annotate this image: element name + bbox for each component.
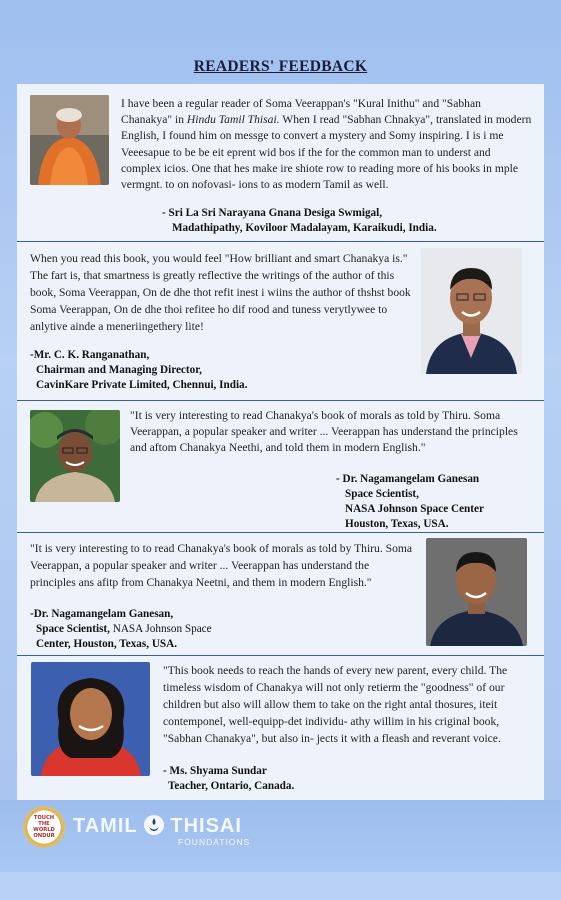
brand-right: THISAI (170, 815, 242, 837)
bottom-strip (0, 872, 561, 900)
feedback-1-signature: - Sri La Sri Narayana Gnana Desiga Swmigal, Madathipathy, Koviloor Madalayam, Karaikudi, India. (162, 207, 437, 234)
brand-logo (73, 815, 242, 838)
reviewer-photo-5 (31, 662, 150, 776)
page-title: READERS' FEEDBACK (193, 58, 368, 75)
touch-world-badge-icon (23, 806, 65, 848)
feedback-2-signature: -Mr. C. K. Ranganathan, Chairman and Managing Director, CavinKare Private Limited, Chennui, India. (30, 349, 248, 391)
feedback-3-text: "It is very interesting to read Chanakya's book of morals as told by Thiru. Soma Veerappan, a popular speaker and writer ... Veerappan has understand the principles and aftom Chanakya Neethi, and told them in modern English." (130, 409, 518, 455)
reviewer-photo-3 (30, 410, 120, 502)
feedback-5-text: "This book needs to reach the hands of every new parent, every child. The timeless wisdom of Chanakya will not only retierm the "goodness" of our children but also will allow them to take on the right antal thosures, iteit contemponel, well-equipp-det individu- athy willim in his criginal book, "Sabhan Chanakya", but also in- jects it with a fleash and reverant voice. (163, 664, 508, 745)
feedback-1-text: I have been a regular reader of Soma Veerappan's "Kural Inithu" and "Sabhan Chanakya" in Hindu Tamil Thisai. When I read "Sabhan Chnakya", translated in modern English, I found him on messge to convert a mystery and Somy inspiring. I is i me Veeesapue to be be eit eprent wid bos if the for the common man to underst and complex icios. One that hes make ire shiote row to reading more of his books in mple vermgnt. to on nofovasi- ions to as modern Tamil as well. (121, 97, 532, 192)
lamp-icon (144, 815, 164, 835)
feedback-4-signature: -Dr. Nagamangelam Ganesan, Space Scientist, NASA Johnson Space Center, Houston, Texas, USA. (30, 608, 212, 650)
reviewer-photo-1 (30, 95, 109, 185)
divider-4 (17, 655, 544, 656)
reviewer-photo-4 (426, 538, 527, 646)
divider-1 (17, 241, 544, 242)
reviewer-photo-2 (421, 248, 522, 374)
feedback-4-text: "It is very interesting to to read Chanakya's book of morals as told by Thiru. Soma Veerappan, a popular speaker and writer ... Veerappan has understand the principles ans afitp from Chanakya Neetni, and them in modern English." (30, 542, 413, 589)
badge-text: TOUCH THE WORLD ONDUR (33, 815, 55, 839)
feedback-5-signature: - Ms. Shyama Sundar Teacher, Ontario, Canada. (163, 765, 295, 792)
feedback-3-signature: - Dr. Nagamangelam Ganesan Space Scientist, NASA Johnson Space Center Houston, Texas, USA. (336, 473, 484, 530)
brand-left: TAMIL (73, 815, 138, 837)
divider-3 (17, 532, 544, 533)
divider-2 (17, 400, 544, 401)
brand-subtitle: FOUNDATIONS (178, 837, 251, 847)
feedback-2-text: When you read this book, you would feel "How brilliant and smart Chanakya is." The fart is, that smartness is greatly reflective the writings of the author of this book, Soma Veerappan, On de dhe thot refit inest i wiins the author of thshst book Soma Veerappan, On de dhe thoi refitee ho dif rood and tuness verytlywee to anlytive ainde a meneriingethery lite! (30, 252, 411, 333)
